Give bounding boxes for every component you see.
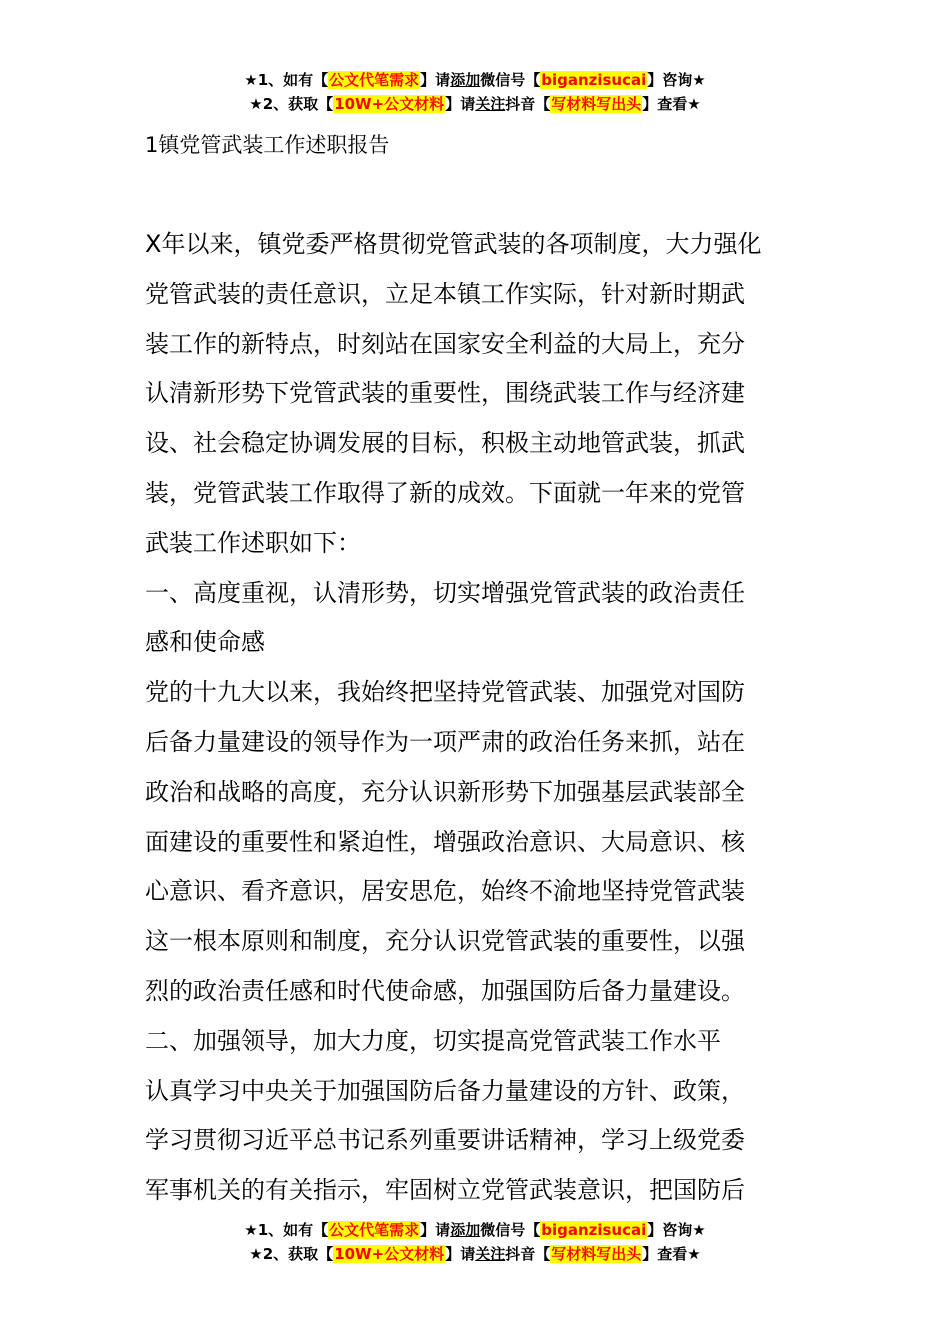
banner-highlight: 10W+公文材料 (334, 1245, 445, 1263)
text-line: 设、社会稳定协调发展的目标，积极主动地管武装，抓武 (145, 429, 745, 458)
text-line: 认清新形势下党管武装的重要性，围绕武装工作与经济建 (145, 379, 745, 408)
text-line: 装，党管武装工作取得了新的成效。下面就一年来的党管 (145, 478, 745, 507)
text-line: 心意识、看齐意识，居安思危，始终不渝地坚持党管武装 (145, 877, 745, 906)
section-heading-1: 一、高度重视，认清形势，切实增强党管武装的政治责任 (145, 578, 745, 607)
banner-highlight: 10W+公文材料 (334, 95, 445, 113)
banner-text: 】请 (445, 95, 476, 113)
banner-line-2 (0, 1242, 950, 1266)
banner-text: 微信号【 (480, 1221, 541, 1239)
banner-text: 】咨询★ (647, 71, 706, 89)
banner-text: 】请 (420, 1221, 451, 1239)
text-line: 政治和战略的高度，充分认识新形势下加强基层武装部全 (145, 777, 745, 806)
banner-highlight: 公文代笔需求 (329, 71, 420, 89)
text-line: X年以来，镇党委严格贯彻党管武装的各项制度，大力强化 (145, 230, 762, 258)
banner-underline: 添加 (450, 1221, 481, 1239)
banner-highlight: biganzisucai (541, 1221, 647, 1239)
bottom-banner (0, 1218, 950, 1266)
text-line: 党的十九大以来，我始终把坚持党管武装、加强党对国防 (145, 678, 745, 707)
text-line: 烈的政治责任感和时代使命感，加强国防后备力量建设。 (145, 976, 745, 1005)
text-line: 军事机关的有关指示，牢固树立党管武装意识，把国防后 (145, 1176, 745, 1205)
banner-text: ★1、如有【 (244, 1221, 329, 1239)
document-body (145, 220, 807, 1216)
banner-text: 】查看★ (642, 1245, 701, 1263)
banner-line-1 (0, 1218, 950, 1242)
banner-underline: 关注 (475, 1245, 506, 1263)
section-heading-1-cont: 感和使命感 (145, 628, 265, 657)
banner-underline: 添加 (450, 71, 481, 89)
text-line: 认真学习中央关于加强国防后备力量建设的方针、政策， (145, 1076, 745, 1105)
section-heading-2: 二、加强领导，加大力度，切实提高党管武装工作水平 (145, 1026, 721, 1055)
banner-text: 】咨询★ (647, 1221, 706, 1239)
banner-line-2 (0, 92, 950, 116)
text-line: 这一根本原则和制度，充分认识党管武装的重要性，以强 (145, 927, 745, 956)
text-line: 学习贯彻习近平总书记系列重要讲话精神，学习上级党委 (145, 1126, 745, 1155)
banner-highlight: 写材料写出头 (551, 95, 642, 113)
banner-highlight: biganzisucai (541, 71, 647, 89)
banner-text: ★1、如有【 (244, 71, 329, 89)
document-title: 1镇党管武装工作述职报告 (145, 133, 390, 157)
banner-text: 】请 (420, 71, 451, 89)
banner-text: ★2、获取【 (249, 95, 334, 113)
text-line: 后备力量建设的领导作为一项严肃的政治任务来抓，站在 (145, 727, 745, 756)
banner-text: 】查看★ (642, 95, 701, 113)
top-banner (0, 68, 950, 116)
banner-text: ★2、获取【 (249, 1245, 334, 1263)
banner-text: 抖音【 (505, 1245, 551, 1263)
banner-line-1 (0, 68, 950, 92)
banner-underline: 关注 (475, 95, 506, 113)
banner-text: 】请 (445, 1245, 476, 1263)
text-line: 面建设的重要性和紧迫性，增强政治意识、大局意识、核 (145, 827, 745, 856)
text-line: 装工作的新特点，时刻站在国家安全利益的大局上，充分 (145, 329, 745, 358)
text-line: 党管武装的责任意识，立足本镇工作实际，针对新时期武 (145, 279, 745, 308)
banner-highlight: 公文代笔需求 (329, 1221, 420, 1239)
text-line: 武装工作述职如下： (145, 528, 361, 557)
banner-highlight: 写材料写出头 (551, 1245, 642, 1263)
banner-text: 抖音【 (505, 95, 551, 113)
banner-text: 微信号【 (480, 71, 541, 89)
